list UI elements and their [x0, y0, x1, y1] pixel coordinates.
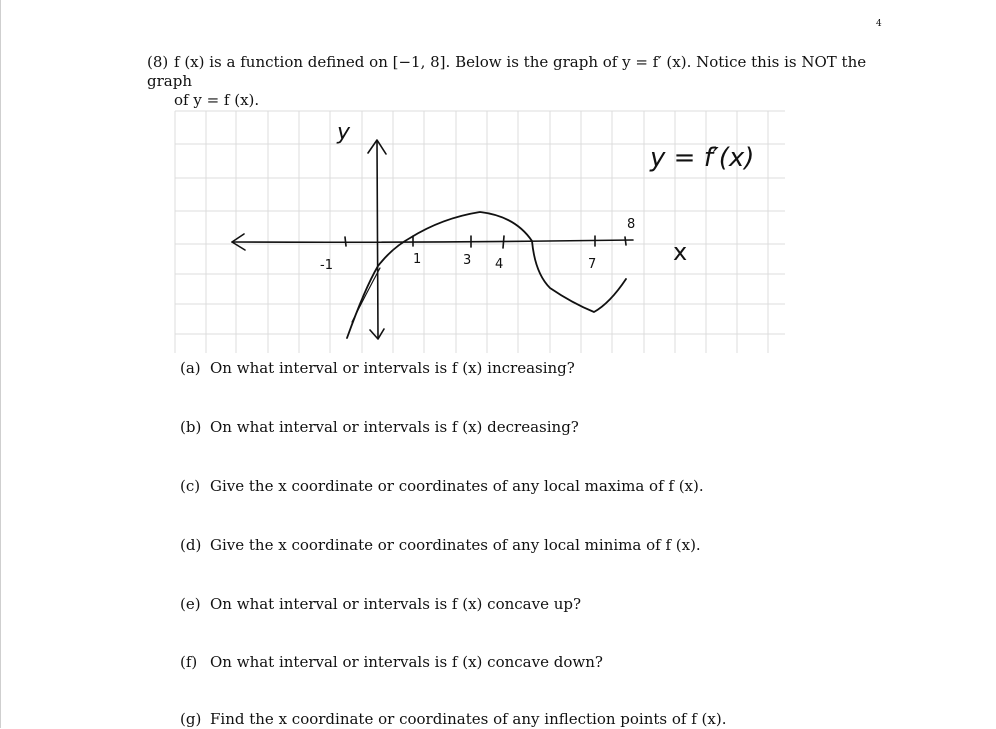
tick-mark	[345, 237, 346, 246]
question-a	[180, 359, 575, 378]
tick-label-4: 4	[495, 257, 504, 272]
problem-number: (8)	[147, 53, 169, 71]
y-axis-label: y	[337, 120, 351, 145]
problem-text-line2: of y = f (x).	[174, 91, 260, 109]
question-text: Give the x coordinate or coordinates of any local minima of f (x).	[210, 536, 701, 554]
x-axis-label: x	[673, 238, 688, 266]
question-label: (g)	[180, 710, 202, 728]
question-label: (d)	[180, 536, 202, 554]
question-b	[180, 418, 579, 437]
question-text: On what interval or intervals is f (x) decreasing?	[210, 418, 579, 436]
question-d	[180, 536, 701, 555]
question-f	[180, 653, 603, 672]
derivative-curve-overlap	[352, 268, 380, 322]
question-label: (e)	[180, 595, 201, 613]
question-text: Give the x coordinate or coordinates of any local maxima of f (x).	[210, 477, 704, 495]
tick-label-1: 1	[413, 252, 422, 267]
page-edge	[0, 0, 1, 728]
question-text: On what interval or intervals is f (x) increasing?	[210, 359, 575, 377]
page-number: 4	[876, 19, 882, 29]
derivative-graph	[170, 108, 790, 353]
question-text: Find the x coordinate or coordinates of any inflection points of f (x).	[210, 710, 727, 728]
question-label: (a)	[180, 359, 201, 377]
question-label: (f)	[180, 653, 198, 671]
tick-label-3: 3	[463, 253, 472, 268]
question-label: (b)	[180, 418, 202, 436]
tick-mark	[503, 236, 504, 248]
x-axis	[232, 240, 633, 242]
question-text: On what interval or intervals is f (x) concave down?	[210, 653, 603, 671]
question-label: (c)	[180, 477, 201, 495]
y-axis	[377, 142, 378, 338]
tick-label-8: 8	[627, 217, 636, 232]
problem-text-line1: f (x) is a function defined on [−1, 8]. Below is the graph of y = f′ (x). Notice this is NOT the graph	[147, 53, 867, 90]
problem-statement	[147, 53, 907, 110]
tick-label-neg1: -1	[320, 258, 333, 273]
question-g	[180, 710, 727, 729]
question-e	[180, 595, 581, 614]
curve-label: y = f′(x)	[650, 143, 755, 173]
tick-mark	[625, 237, 626, 245]
question-c	[180, 477, 704, 496]
question-text: On what interval or intervals is f (x) concave up?	[210, 595, 582, 613]
tick-label-7: 7	[588, 257, 597, 272]
